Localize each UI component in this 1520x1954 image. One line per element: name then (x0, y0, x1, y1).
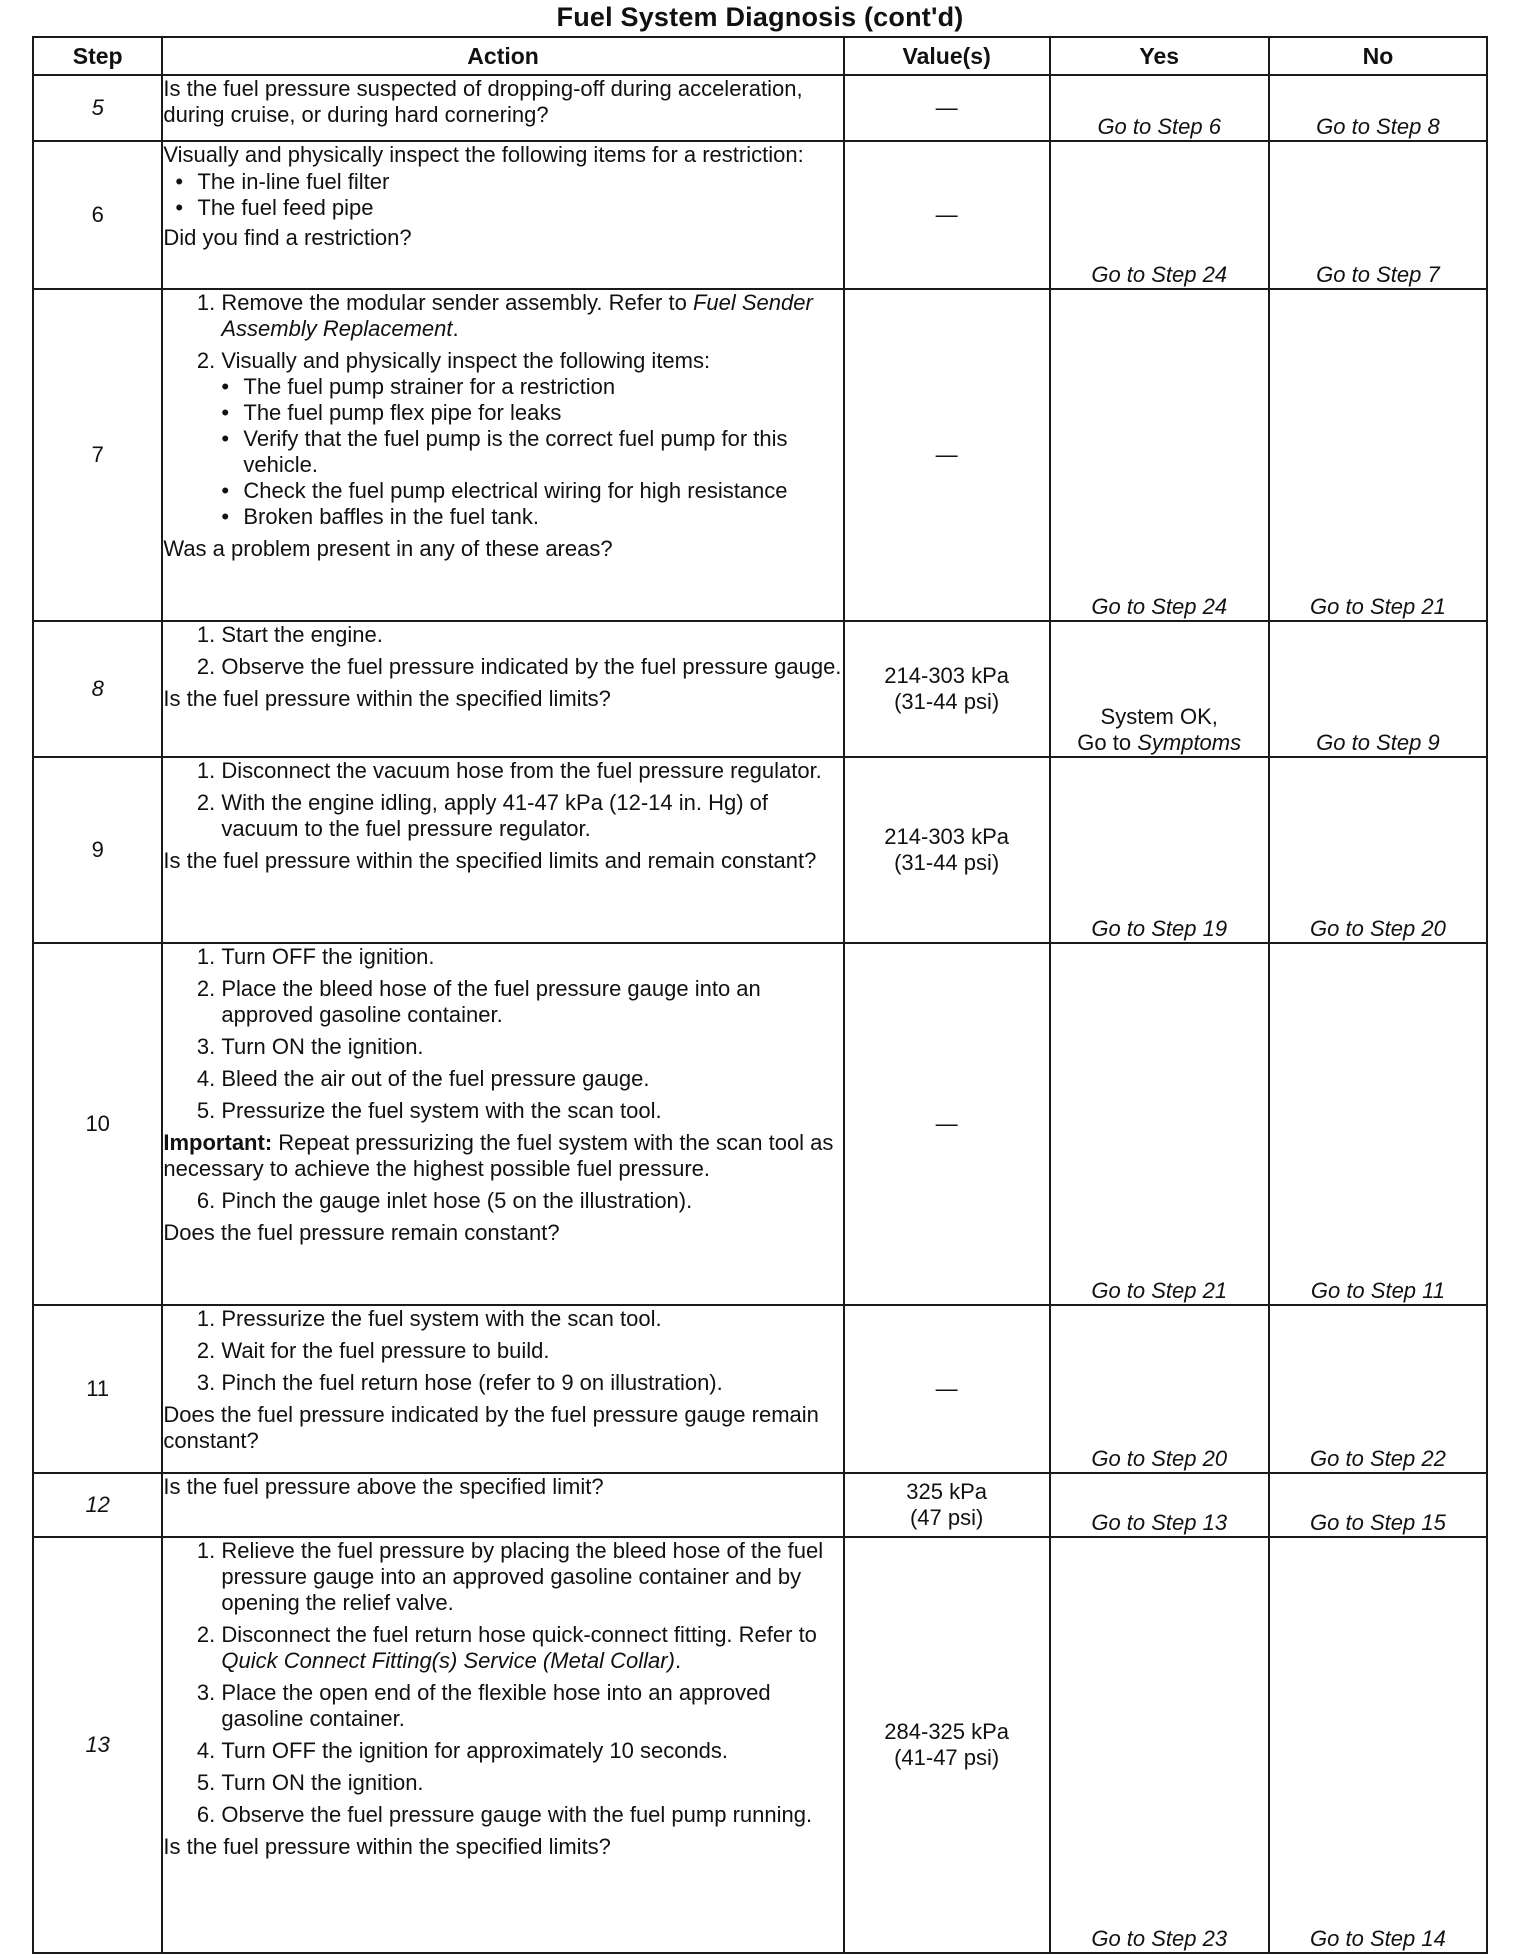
numbered-steps (163, 944, 842, 1124)
yes-cell (1050, 75, 1269, 141)
no-link[interactable]: Go to Step 11 (1310, 1278, 1445, 1303)
yes-link[interactable]: Go to Step 21 (1091, 1278, 1228, 1303)
header-no: No (1269, 37, 1487, 75)
numbered-step: 3. Place the open end of the flexible hose into an approved gasoline container. (221, 1680, 842, 1732)
table-row (33, 1473, 1487, 1537)
numbered-step: 1. Relieve the fuel pressure by placing the bleed hose of the fuel pressure gauge into an approved gasoline container and by opening the relief valve. (221, 1538, 842, 1616)
value-cell (844, 621, 1050, 757)
no-link[interactable]: Go to Step 8 (1316, 114, 1440, 139)
important-text: Repeat pressurizing the fuel system with the scan tool as necessary to achieve the highest possible fuel pressure. (163, 1130, 834, 1181)
value-kpa: 214-303 kPa (884, 663, 1010, 688)
bullet-item: • Verify that the fuel pump is the correct fuel pump for this vehicle. (243, 426, 842, 478)
no-link[interactable]: Go to Step 20 (1310, 916, 1446, 941)
numbered-steps (163, 758, 842, 842)
value-cell (844, 757, 1050, 943)
table-row (33, 141, 1487, 289)
numbered-steps (163, 1538, 842, 1828)
no-link[interactable]: Go to Step 22 (1310, 1446, 1446, 1471)
no-cell (1269, 621, 1487, 757)
bullet-item: • The fuel pump flex pipe for leaks (243, 400, 842, 426)
numbered-step: 6. Pinch the gauge inlet hose (5 on the illustration). (221, 1188, 842, 1214)
action-question: Does the fuel pressure indicated by the fuel pressure gauge remain constant? (163, 1402, 819, 1453)
action-cell (162, 1537, 843, 1953)
numbered-step: 2. Observe the fuel pressure indicated by the fuel pressure gauge. (221, 654, 842, 680)
no-cell (1269, 1305, 1487, 1473)
numbered-step: 4. Turn OFF the ignition for approximately 10 seconds. (221, 1738, 842, 1764)
no-cell (1269, 141, 1487, 289)
numbered-step (221, 348, 842, 530)
system-ok-text: System OK, (1100, 704, 1218, 729)
yes-link[interactable]: Go to Step 23 (1091, 1926, 1228, 1951)
value-psi: (31-44 psi) (894, 689, 1000, 714)
bullet-item: • The fuel feed pipe (197, 195, 842, 221)
bullet-item: • The in-line fuel filter (197, 169, 842, 195)
action-question: Is the fuel pressure within the specified limits? (163, 686, 611, 711)
yes-cell (1050, 289, 1269, 621)
value-cell (844, 1305, 1050, 1473)
yes-cell (1050, 1473, 1269, 1537)
no-link[interactable]: Go to Step 7 (1316, 262, 1440, 287)
action-cell (162, 943, 843, 1305)
step-number: 5 (33, 75, 162, 141)
empty-value-dash: — (935, 95, 958, 120)
empty-value-dash: — (935, 442, 958, 467)
yes-link[interactable]: Go to Step 24 (1091, 262, 1228, 287)
table-row (33, 757, 1487, 943)
bullet-list (221, 374, 842, 530)
empty-value-dash: — (935, 1111, 958, 1136)
value-psi: (41-47 psi) (894, 1745, 1000, 1770)
yes-link[interactable]: Go to Step 6 (1097, 114, 1221, 139)
action-text: Is the fuel pressure above the specified limit? (163, 1474, 604, 1499)
action-question: Did you find a restriction? (163, 225, 412, 250)
step-text: Remove the modular sender assembly. Refer to (221, 290, 693, 315)
step-number: 7 (33, 289, 162, 621)
numbered-step (221, 290, 842, 342)
step-number: 6 (33, 141, 162, 289)
value-cell (844, 75, 1050, 141)
action-text: Is the fuel pressure suspected of dropping-off during acceleration, during cruise, or during hard cornering? (163, 76, 803, 127)
table-row (33, 1537, 1487, 1953)
diagnosis-table (32, 36, 1488, 1954)
step-text: Visually and physically inspect the following items: (221, 348, 711, 373)
action-question: Is the fuel pressure within the specified limits? (163, 1834, 611, 1859)
value-cell (844, 943, 1050, 1305)
step-number: 12 (33, 1473, 162, 1537)
value-kpa: 214-303 kPa (884, 824, 1010, 849)
numbered-step: 1. Pressurize the fuel system with the scan tool. (221, 1306, 842, 1332)
numbered-steps (163, 1188, 842, 1214)
yes-link[interactable]: Go to Step 24 (1091, 594, 1228, 619)
numbered-step: 3. Pinch the fuel return hose (refer to 9 on illustration). (221, 1370, 842, 1396)
action-cell (162, 757, 843, 943)
numbered-step: 1. Start the engine. (221, 622, 842, 648)
step-number: 13 (33, 1537, 162, 1953)
no-link[interactable]: Go to Step 9 (1316, 730, 1440, 755)
table-row (33, 1305, 1487, 1473)
yes-link[interactable]: Go to Step 13 (1091, 1510, 1228, 1535)
action-cell (162, 621, 843, 757)
no-cell (1269, 1473, 1487, 1537)
value-cell (844, 141, 1050, 289)
yes-cell (1050, 1305, 1269, 1473)
header-yes: Yes (1050, 37, 1269, 75)
bullet-item: • Check the fuel pump electrical wiring for high resistance (243, 478, 842, 504)
step-text-end: . (674, 1648, 682, 1673)
numbered-steps (163, 622, 842, 680)
step-number: 10 (33, 943, 162, 1305)
action-cell (162, 75, 843, 141)
numbered-step: 4. Bleed the air out of the fuel pressure gauge. (221, 1066, 842, 1092)
value-kpa: 325 kPa (906, 1479, 988, 1504)
action-cell (162, 1473, 843, 1537)
yes-cell (1050, 621, 1269, 757)
numbered-step: 2. With the engine idling, apply 41-47 kPa (12-14 in. Hg) of vacuum to the fuel pressure regulator. (221, 790, 842, 842)
yes-cell (1050, 757, 1269, 943)
step-text-end: . (452, 316, 459, 341)
symptoms-reference[interactable]: Symptoms (1137, 730, 1242, 755)
procedure-reference[interactable]: Fuel Sender Assembly Replacement (221, 290, 813, 341)
step-text: Disconnect the fuel return hose quick-connect fitting. Refer to (221, 1622, 817, 1647)
bullet-list (163, 169, 842, 221)
yes-link[interactable]: Go to Step 19 (1091, 916, 1228, 941)
procedure-reference[interactable]: Quick Connect Fitting(s) Service (Metal Collar) (221, 1648, 675, 1673)
no-link[interactable]: Go to Step 21 (1310, 594, 1446, 619)
numbered-steps (163, 1306, 842, 1396)
bullet-item: • The fuel pump strainer for a restriction (243, 374, 842, 400)
important-label: Important: (163, 1130, 273, 1155)
value-psi: (31-44 psi) (894, 850, 1000, 875)
empty-value-dash: — (935, 202, 958, 227)
important-note (163, 1130, 842, 1182)
numbered-step: 2. Place the bleed hose of the fuel pressure gauge into an approved gasoline container. (221, 976, 842, 1028)
value-cell (844, 1537, 1050, 1953)
yes-cell (1050, 141, 1269, 289)
table-row (33, 75, 1487, 141)
action-intro: Visually and physically inspect the following items for a restriction: (163, 142, 804, 167)
value-kpa: 284-325 kPa (884, 1719, 1010, 1744)
step-number: 11 (33, 1305, 162, 1473)
no-cell (1269, 757, 1487, 943)
header-value: Value(s) (844, 37, 1050, 75)
action-question: Is the fuel pressure within the specified limits and remain constant? (163, 848, 817, 873)
action-cell (162, 141, 843, 289)
go-to-prefix: Go to (1077, 730, 1138, 755)
action-cell (162, 1305, 843, 1473)
numbered-step: 2. Wait for the fuel pressure to build. (221, 1338, 842, 1364)
yes-cell (1050, 943, 1269, 1305)
header-action: Action (162, 37, 843, 75)
header-step: Step (33, 37, 162, 75)
numbered-step: 1. Turn OFF the ignition. (221, 944, 842, 970)
numbered-step: 5. Turn ON the ignition. (221, 1770, 842, 1796)
numbered-step: 6. Observe the fuel pressure gauge with the fuel pump running. (221, 1802, 842, 1828)
numbered-steps (163, 290, 842, 530)
numbered-step (221, 1622, 842, 1674)
value-cell (844, 1473, 1050, 1537)
step-number: 8 (33, 621, 162, 757)
table-row (33, 289, 1487, 621)
yes-cell (1050, 1537, 1269, 1953)
no-cell (1269, 943, 1487, 1305)
yes-link[interactable]: Go to Step 20 (1091, 1446, 1228, 1471)
table-row (33, 621, 1487, 757)
empty-value-dash: — (935, 1376, 958, 1401)
table-header-row (33, 37, 1487, 75)
numbered-step: 3. Turn ON the ignition. (221, 1034, 842, 1060)
no-cell (1269, 289, 1487, 621)
no-link[interactable]: Go to Step 15 (1310, 1510, 1446, 1535)
action-question: Was a problem present in any of these areas? (163, 536, 613, 561)
action-question: Does the fuel pressure remain constant? (163, 1220, 560, 1245)
action-cell (162, 289, 843, 621)
bullet-item: • Broken baffles in the fuel tank. (243, 504, 842, 530)
value-cell (844, 289, 1050, 621)
yes-link[interactable] (1051, 730, 1268, 756)
page-title: Fuel System Diagnosis (cont'd) (556, 2, 964, 32)
value-psi: (47 psi) (909, 1505, 984, 1530)
numbered-step: 5. Pressurize the fuel system with the scan tool. (221, 1098, 842, 1124)
step-number: 9 (33, 757, 162, 943)
no-cell (1269, 75, 1487, 141)
table-row (33, 943, 1487, 1305)
no-link[interactable]: Go to Step 14 (1310, 1926, 1446, 1951)
no-cell (1269, 1537, 1487, 1953)
numbered-step: 1. Disconnect the vacuum hose from the fuel pressure regulator. (221, 758, 842, 784)
